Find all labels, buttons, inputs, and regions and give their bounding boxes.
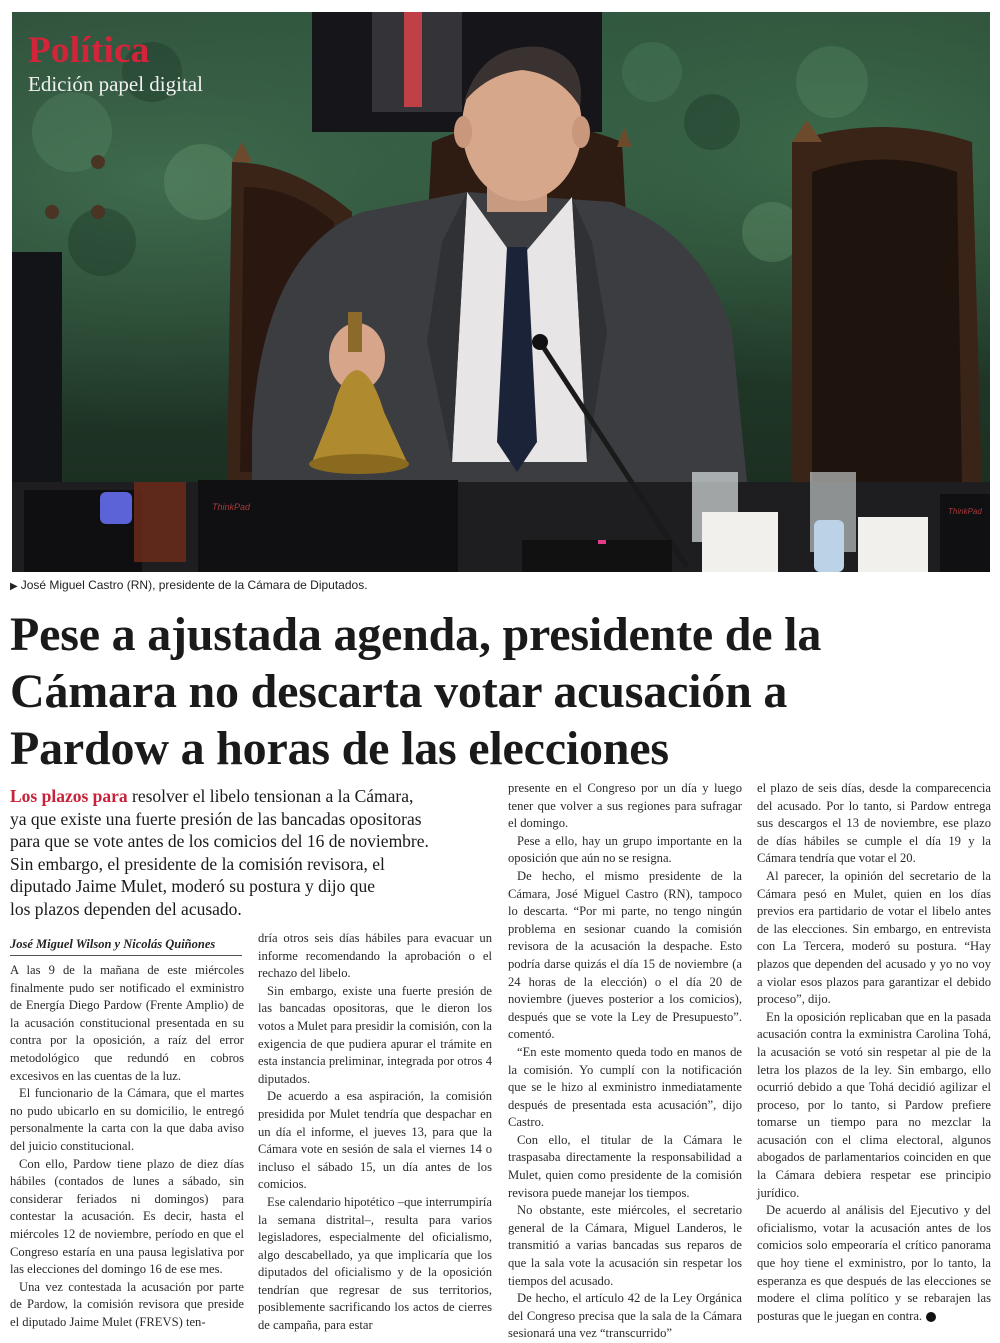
laptop-right xyxy=(940,494,990,572)
caption-triangle-icon: ▶ xyxy=(10,581,18,592)
photo-caption xyxy=(10,578,368,592)
lead-line: ya que existe una fuerte presión de las bancadas opositoras xyxy=(10,808,422,829)
body-paragraph: dría otros seis días hábiles para evacuar un informe recomendando la aprobación o el rechazo del libelo. xyxy=(258,931,492,981)
body-paragraph: Con ello, el titular de la Cámara le traspasaba directamente la responsabilidad a Mulet, quien como presidente de la comisión revisora puede manejar los tiempos. xyxy=(508,1132,742,1200)
body-paragraph-text: De acuerdo al análisis del Ejecutivo y del oficialismo, votar la acusación antes de los comicios solo empeoraría el crítico panorama que hoy tiene el exministro, por lo tanto, la esperanza es que después de las elecciones se modere el clima político y se rebarajen las posturas que le juegan en contra. xyxy=(757,1203,991,1323)
body-paragraph: De hecho, el artículo 42 de la Ley Orgánica del Congreso precisa que la sala de la Cámara sesionará una vez “transcurrido” xyxy=(508,1291,742,1341)
lead-paragraph xyxy=(10,785,490,920)
lead-first-line-text: resolver el libelo tensionan a la Cámara, xyxy=(132,786,414,806)
edition-label: Edición papel digital xyxy=(28,72,203,96)
lead-line: Sin embargo, el presidente de la comisión revisora, el xyxy=(10,853,385,874)
laptop-brand-label-right: ThinkPad xyxy=(948,507,982,516)
bottle xyxy=(814,520,844,572)
body-paragraph: Con ello, Pardow tiene plazo de diez días hábiles (contados de lunes a sábado, sin considerar feriados ni domingos) para contestar la acusación. Es decir, hasta el miércoles 12 de noviembre, período en que el Congreso estaría en una pausa legislativa por las elecciones del domingo 16 de ese mes. xyxy=(10,1156,244,1277)
lead-line: para que se vote antes de los comicios del 16 de noviembre. xyxy=(10,831,429,851)
body-paragraph: “En este momento queda todo en manos de la comisión. Yo cumplí con la notificación que se le hizo al exministro inmediatamente después de presentada esta acusación”, dijo Castro. xyxy=(508,1044,742,1130)
app-icon xyxy=(100,492,132,524)
body-paragraph: Sin embargo, existe una fuerte presión de las bancadas opositoras, que le dieron los votos a Mulet para presidir la comisión, con la exigencia de que pudiera apurar el trámite en esta instancia preliminar, integrada por otros 4 diputados. xyxy=(258,983,492,1086)
lead-first-line xyxy=(10,785,490,808)
glass-left xyxy=(134,482,186,562)
body-column-4 xyxy=(757,780,991,1325)
body-paragraph: Ese calendario hipotético –que interrumpiría la semana distrital–, resulta para varios legisladores, especialmente del oficialismo, algo descabellado, ya que implicaría que los diputados del oficialismo y de la oposición tendrían que regresar de sus territorios, posiblemente sacrificando los actos de cierres de campaña, para estar xyxy=(258,1194,492,1333)
headline-line: Pardow a horas de las elecciones xyxy=(10,722,669,775)
body-paragraph: A las 9 de la mañana de este miércoles finalmente pudo ser notificado el exministro de Energía Diego Pardow (Frente Amplio) de la acusación constitucional presentada en su contra por la oposición, a raíz del error metodológico que redundó en cobros excesivos en las cuentas de la luz. xyxy=(10,963,244,1083)
section-label: Política xyxy=(28,30,150,71)
body-column-2 xyxy=(258,930,492,1335)
laptop-brand-label: ThinkPad xyxy=(212,502,251,512)
right-chair xyxy=(792,120,982,492)
body-column-3 xyxy=(508,780,742,1343)
caption-text: José Miguel Castro (RN), presidente de la Cámara de Diputados. xyxy=(20,578,368,592)
lead-line: diputado Jaime Mulet, moderó su postura y dijo que xyxy=(10,876,376,896)
lead-line: los plazos dependen del acusado. xyxy=(10,898,242,919)
byline: José Miguel Wilson y Nicolás Quiñones xyxy=(10,937,242,956)
notepad-center xyxy=(702,512,778,572)
body-paragraph: No obstante, este miércoles, el secretario general de la Cámara, Miguel Landeros, le transmitió a varias bancadas sus reparos de que la sala vote la acusación sin respetar los tiempos del acusado. xyxy=(508,1203,742,1288)
body-paragraph: Pese a ello, hay un grupo importante en la oposición que aún no se resigna. xyxy=(508,833,742,866)
body-paragraph: El funcionario de la Cámara, que el martes no pudo ubicarlo en su domicilio, le entregó personalmente la carta con la que daba aviso del juicio constitucional. xyxy=(10,1086,244,1153)
body-paragraph-last xyxy=(757,1202,991,1325)
headline-line: Cámara no descarta votar acusación a xyxy=(10,665,788,718)
headline-line: Pese a ajustada agenda, presidente de la xyxy=(10,608,822,661)
end-of-article-icon xyxy=(926,1312,936,1322)
body-paragraph: De acuerdo a esa aspiración, la comisión presidida por Mulet tendría que despachar en un día el informe, el jueves 13, para que la Cámara vote en sesión de sala el viernes 14 o incluso el sábado 15, un día antes de los comicios. xyxy=(258,1089,492,1192)
article-photo xyxy=(12,12,990,572)
body-column-1 xyxy=(10,962,244,1331)
body-paragraph: el plazo de seis días, desde la comparecencia del acusado. Por lo tanto, si Pardow entrega sus descargos el 13 de noviembre, ese plazo de días hábiles se cumple el día 19 y la Cámara tendría que votar el 20. xyxy=(757,781,991,866)
headline xyxy=(10,606,985,777)
body-paragraph: Al parecer, la opinión del secretario de la Cámara pesó en Mulet, quien en los días previos era partidario de votar el libelo antes de las elecciones. Sin embargo, en entrevista con La Tercera, moderó su postura. “Hay plazos que dependen del acusado y yo no voy a violar esos plazos para garantizar el debido proceso”, dijo. xyxy=(757,868,991,1007)
body-paragraph: En la oposición replicaban que en la pasada acusación contra la exministra Carolina Tohá, la acusación se votó sin respetar al pie de la letra los plazos de la ley. Sin embargo, ello ocurrió debido a que Tohá decidió agilizar el proceso, por lo tanto, si Pardow prefiere tomarse un tiempo para no mezclar la acusación con el clima electoral, algunos abogados de parlamentarios coinciden en que la Cámara debiera respetar ese principio jurídico. xyxy=(757,1009,991,1200)
body-paragraph: Una vez contestada la acusación por parte de Pardow, la comisión revisora que preside el diputado Jaime Mulet (FREVS) ten- xyxy=(10,1279,244,1329)
lead-kicker: Los plazos para xyxy=(10,786,128,806)
notepad-right xyxy=(858,517,928,572)
body-paragraph: De hecho, el mismo presidente de la Cámara, José Miguel Castro (RN), tampoco lo descarta. “Por mi parte, no tengo ningún problema en sesionar cuando la comisión revisora de la acusación la despache. Esto podría darse quizás el día 15 de noviembre (a 24 horas de la elección) o el día 20 de noviembre (jueves posterior a los comicios), después que se vote la Ley de Presupuesto”. comentó. xyxy=(508,868,742,1042)
laptop-center xyxy=(198,480,458,572)
body-paragraph: presente en el Congreso por un día y luego tener que volver a sus regiones para sufragar el domingo. xyxy=(508,781,742,831)
microphone-base xyxy=(522,540,672,572)
